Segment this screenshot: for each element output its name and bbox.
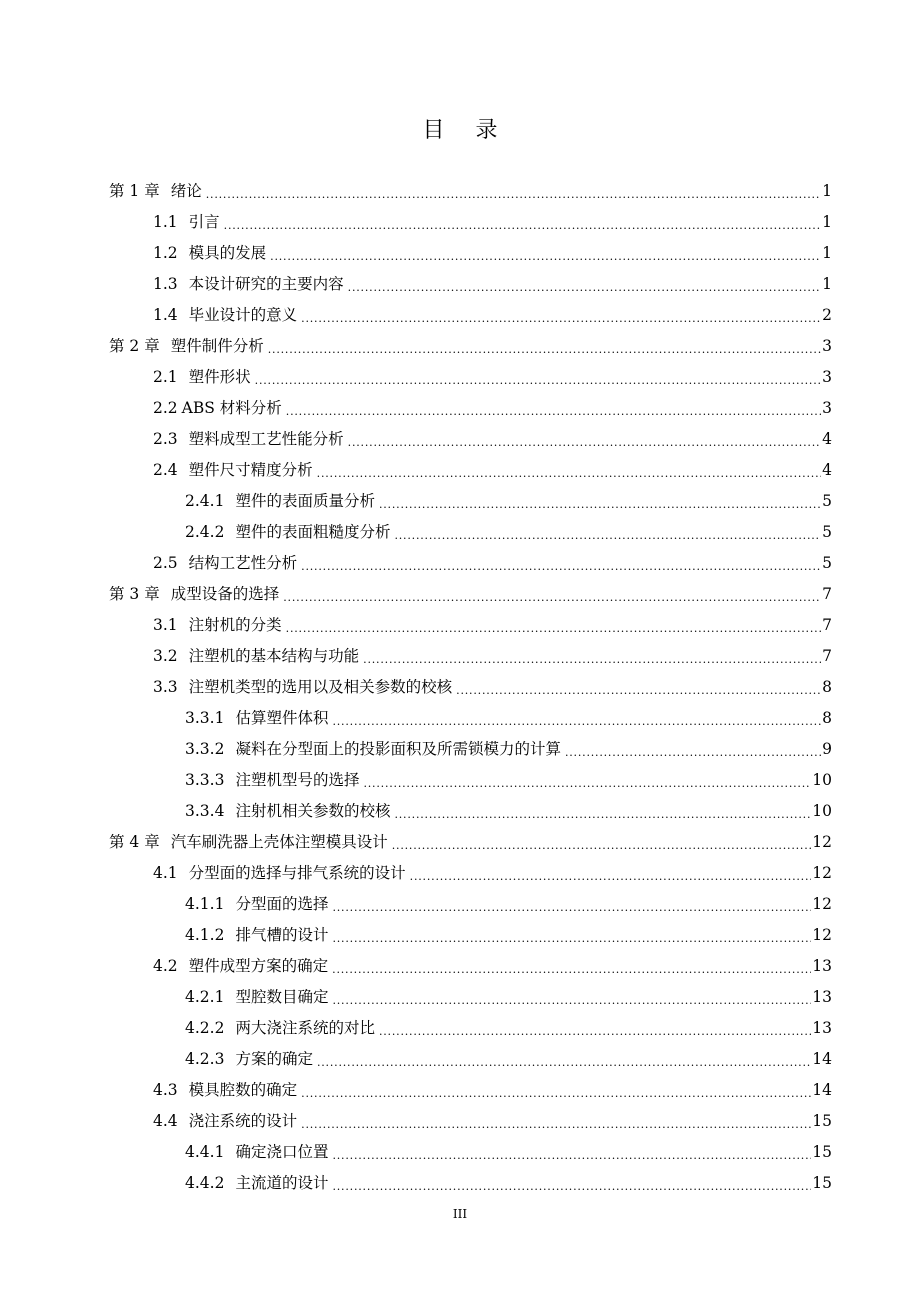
toc-entry-label: 估算塑件体积 — [235, 709, 329, 727]
toc-entry[interactable] — [0, 765, 920, 796]
toc-entry-title — [185, 982, 328, 1013]
toc-entry-title — [185, 1044, 313, 1075]
toc-dot-leader — [301, 1075, 811, 1106]
toc-page-number: 7 — [822, 585, 832, 603]
toc-dot-leader — [379, 486, 821, 517]
toc-entry-title — [185, 796, 390, 827]
toc-entry-title — [185, 517, 390, 548]
toc-page-number: 14 — [812, 1081, 832, 1099]
toc-page-number: 5 — [822, 554, 832, 572]
toc-entry-number: 第 1 章 — [109, 182, 160, 200]
toc-entry-title — [185, 765, 359, 796]
toc-entry-number: 4.1.2 — [185, 926, 225, 944]
toc-entry-title — [153, 393, 282, 424]
toc-entry-label: 注射机相关参数的校核 — [235, 802, 391, 820]
toc-dot-leader — [301, 1106, 811, 1137]
page-title: 目 录 — [422, 118, 510, 143]
toc-entry-title — [185, 1013, 375, 1044]
toc-dot-leader — [270, 238, 821, 269]
toc-entry[interactable] — [0, 393, 920, 424]
toc-entry-label: 注塑机类型的选用以及相关参数的校核 — [188, 678, 453, 696]
toc-entry[interactable] — [0, 703, 920, 734]
toc-page-number: 4 — [822, 430, 832, 448]
toc-dot-leader — [224, 207, 821, 238]
toc-entry-title — [185, 486, 375, 517]
toc-entry-label: 主流道的设计 — [235, 1174, 329, 1192]
toc-entry-label: 成型设备的选择 — [170, 585, 280, 603]
toc-dot-leader — [268, 331, 821, 362]
toc-page-number: 1 — [822, 275, 832, 293]
toc-dot-leader — [379, 1013, 811, 1044]
toc-dot-leader — [394, 796, 811, 827]
toc-entry-label: 分型面的选择与排气系统的设计 — [188, 864, 406, 882]
toc-page-number: 1 — [822, 244, 832, 262]
toc-entry-title — [153, 238, 266, 269]
toc-entry-label: 塑件制件分析 — [170, 337, 264, 355]
toc-entry-label: 浇注系统的设计 — [188, 1112, 298, 1130]
toc-entry-title — [185, 1168, 328, 1199]
toc-dot-leader — [332, 1137, 811, 1168]
toc-entry-label: 塑件的表面质量分析 — [235, 492, 375, 510]
toc-page-number: 12 — [812, 926, 832, 944]
toc-page-number: 10 — [812, 802, 832, 820]
toc-page-number: 3 — [822, 399, 832, 417]
toc-entry-title — [185, 889, 328, 920]
toc-entry-number: 3.3.2 — [185, 740, 225, 758]
toc-entry[interactable] — [0, 269, 920, 300]
toc-dot-leader — [394, 517, 821, 548]
toc-entry-label: 毕业设计的意义 — [188, 306, 298, 324]
toc-entry[interactable] — [0, 1075, 920, 1106]
toc-page-number: 14 — [812, 1050, 832, 1068]
toc-entry[interactable] — [0, 331, 920, 362]
toc-entry-label: 型腔数目确定 — [235, 988, 329, 1006]
toc-entry-number: 4.4.2 — [185, 1174, 225, 1192]
toc-page-number: 7 — [822, 616, 832, 634]
toc-page-number: 15 — [812, 1112, 832, 1130]
toc-entry-label: 模具的发展 — [188, 244, 267, 262]
toc-page-number: 15 — [812, 1174, 832, 1192]
toc-dot-leader — [565, 734, 821, 765]
toc-dot-leader — [255, 362, 821, 393]
page-number-footer: III — [452, 1207, 468, 1221]
toc-dot-leader — [332, 920, 811, 951]
toc-entry-number: 第 2 章 — [109, 337, 160, 355]
toc-entry-number: 4.4 — [153, 1112, 178, 1130]
toc-entry-label: 确定浇口位置 — [235, 1143, 329, 1161]
toc-entry-number: 4.1 — [153, 864, 178, 882]
toc-entry-number: 3.3.1 — [185, 709, 225, 727]
toc-entry-label: 塑件形状 — [188, 368, 251, 386]
toc-entry[interactable] — [0, 1168, 920, 1199]
toc-entry-label: 方案的确定 — [235, 1050, 313, 1068]
toc-entry-number: 1.4 — [153, 306, 178, 324]
toc-page-number: 13 — [812, 957, 832, 975]
toc-entry-number: 2.4 — [153, 461, 178, 479]
toc-page-number: 13 — [812, 1019, 832, 1037]
toc-entry-label: 引言 — [188, 213, 220, 231]
toc-entry[interactable] — [0, 734, 920, 765]
toc-entry-label: 结构工艺性分析 — [188, 554, 298, 572]
toc-entry-number: 3.3 — [153, 678, 178, 696]
toc-entry-number: 4.2.2 — [185, 1019, 225, 1037]
toc-entry-number: 4.1.1 — [185, 895, 225, 913]
toc-page-number: 8 — [822, 678, 832, 696]
toc-entry-number: 2.5 — [153, 554, 178, 572]
toc-dot-leader — [332, 982, 811, 1013]
toc-dot-leader — [332, 1168, 811, 1199]
toc-dot-leader — [317, 1044, 811, 1075]
toc-entry[interactable] — [0, 641, 920, 672]
toc-entry[interactable] — [0, 455, 920, 486]
toc-entry-label: 凝料在分型面上的投影面积及所需锁模力的计算 — [235, 740, 561, 758]
toc-entry-title — [109, 331, 264, 362]
toc-entry-number: 2.4.1 — [185, 492, 225, 510]
toc-page-number: 13 — [812, 988, 832, 1006]
toc-dot-leader — [206, 176, 821, 207]
toc-entry[interactable] — [0, 486, 920, 517]
toc-entry-title — [109, 176, 202, 207]
toc-page-number: 4 — [822, 461, 832, 479]
table-of-contents — [0, 176, 920, 1199]
toc-entry[interactable] — [0, 176, 920, 207]
toc-entry-number: 3.2 — [153, 647, 178, 665]
toc-entry-title — [109, 579, 279, 610]
toc-entry[interactable] — [0, 579, 920, 610]
toc-dot-leader — [286, 610, 821, 641]
toc-entry-label: 两大浇注系统的对比 — [235, 1019, 375, 1037]
toc-entry-title — [153, 1106, 297, 1137]
toc-dot-leader — [363, 765, 811, 796]
toc-entry-label: 汽车刷洗器上壳体注塑模具设计 — [170, 833, 388, 851]
toc-entry-label: 注射机的分类 — [188, 616, 282, 634]
toc-entry-title — [153, 951, 328, 982]
toc-dot-leader — [332, 889, 811, 920]
toc-entry-title — [153, 207, 220, 238]
toc-entry-label: 注塑机的基本结构与功能 — [188, 647, 360, 665]
toc-entry[interactable] — [0, 238, 920, 269]
toc-page-number: 5 — [822, 492, 832, 510]
toc-entry-number: 2.3 — [153, 430, 178, 448]
toc-entry-label: 排气槽的设计 — [235, 926, 329, 944]
toc-page-number: 5 — [822, 523, 832, 541]
toc-entry-number: 1.3 — [153, 275, 178, 293]
toc-entry-number: 1.1 — [153, 213, 178, 231]
toc-page-number: 3 — [822, 368, 832, 386]
toc-entry-label: ABS 材料分析 — [181, 399, 282, 417]
toc-dot-leader — [301, 548, 821, 579]
toc-entry-title — [185, 734, 561, 765]
toc-dot-leader — [283, 579, 821, 610]
toc-page-number: 12 — [812, 895, 832, 913]
toc-entry-label: 塑件的表面粗糙度分析 — [235, 523, 391, 541]
toc-entry[interactable] — [0, 300, 920, 331]
toc-entry-number: 3.3.3 — [185, 771, 225, 789]
toc-entry-label: 分型面的选择 — [235, 895, 329, 913]
toc-dot-leader — [348, 424, 821, 455]
toc-entry[interactable] — [0, 548, 920, 579]
toc-entry-title — [185, 703, 328, 734]
toc-entry[interactable] — [0, 1137, 920, 1168]
toc-entry-number: 4.2 — [153, 957, 178, 975]
toc-page-number: 1 — [822, 213, 832, 231]
toc-dot-leader — [301, 300, 821, 331]
toc-entry[interactable] — [0, 889, 920, 920]
toc-dot-leader — [410, 858, 812, 889]
toc-entry[interactable] — [0, 1044, 920, 1075]
toc-dot-leader — [332, 951, 811, 982]
toc-entry-title — [153, 641, 359, 672]
toc-entry[interactable] — [0, 951, 920, 982]
toc-entry[interactable] — [0, 1106, 920, 1137]
toc-page-number: 7 — [822, 647, 832, 665]
toc-entry[interactable] — [0, 796, 920, 827]
toc-entry[interactable] — [0, 517, 920, 548]
toc-dot-leader — [317, 455, 821, 486]
toc-page-number: 9 — [822, 740, 832, 758]
toc-dot-leader — [332, 703, 821, 734]
toc-entry-number: 2.4.2 — [185, 523, 225, 541]
toc-entry[interactable] — [0, 424, 920, 455]
toc-entry-title — [153, 362, 251, 393]
toc-entry-title — [109, 827, 388, 858]
toc-entry-title — [153, 672, 452, 703]
toc-entry[interactable] — [0, 827, 920, 858]
toc-entry-title — [153, 269, 344, 300]
toc-page-number: 10 — [812, 771, 832, 789]
toc-entry[interactable] — [0, 1013, 920, 1044]
toc-page-number: 2 — [822, 306, 832, 324]
toc-entry-label: 塑料成型工艺性能分析 — [188, 430, 344, 448]
toc-entry-title — [153, 1075, 297, 1106]
toc-dot-leader — [392, 827, 812, 858]
toc-page-number: 3 — [822, 337, 832, 355]
toc-entry-number: 4.2.3 — [185, 1050, 225, 1068]
toc-entry-number: 第 4 章 — [109, 833, 160, 851]
toc-entry-label: 模具腔数的确定 — [188, 1081, 298, 1099]
toc-entry-number: 3.3.4 — [185, 802, 225, 820]
toc-dot-leader — [286, 393, 821, 424]
toc-entry[interactable] — [0, 982, 920, 1013]
toc-entry-title — [185, 920, 328, 951]
toc-entry-title — [153, 548, 297, 579]
toc-entry-title — [153, 455, 313, 486]
toc-entry[interactable] — [0, 610, 920, 641]
toc-page-number: 12 — [812, 833, 832, 851]
toc-entry-label: 塑件尺寸精度分析 — [188, 461, 313, 479]
toc-entry[interactable] — [0, 362, 920, 393]
toc-entry-number: 2.2 — [153, 399, 178, 417]
toc-entry-title — [185, 1137, 328, 1168]
toc-page-number: 12 — [812, 864, 832, 882]
toc-entry[interactable] — [0, 672, 920, 703]
toc-entry-number: 4.2.1 — [185, 988, 225, 1006]
toc-entry-number: 第 3 章 — [109, 585, 160, 603]
toc-dot-leader — [348, 269, 821, 300]
toc-entry-title — [153, 300, 297, 331]
toc-dot-leader — [363, 641, 821, 672]
toc-entry-number: 4.3 — [153, 1081, 178, 1099]
toc-dot-leader — [456, 672, 821, 703]
toc-entry-title — [153, 858, 406, 889]
toc-page-number: 15 — [812, 1143, 832, 1161]
toc-page-number: 1 — [822, 182, 832, 200]
toc-entry-title — [153, 610, 282, 641]
toc-entry[interactable] — [0, 858, 920, 889]
toc-entry-label: 绪论 — [170, 182, 202, 200]
toc-entry-number: 1.2 — [153, 244, 178, 262]
toc-entry-label: 注塑机型号的选择 — [235, 771, 360, 789]
toc-entry[interactable] — [0, 207, 920, 238]
toc-entry-label: 塑件成型方案的确定 — [188, 957, 329, 975]
toc-entry-label: 本设计研究的主要内容 — [188, 275, 344, 293]
toc-page-number: 8 — [822, 709, 832, 727]
toc-entry-number: 4.4.1 — [185, 1143, 225, 1161]
toc-entry-title — [153, 424, 344, 455]
toc-entry[interactable] — [0, 920, 920, 951]
toc-entry-number: 2.1 — [153, 368, 178, 386]
toc-entry-number: 3.1 — [153, 616, 178, 634]
